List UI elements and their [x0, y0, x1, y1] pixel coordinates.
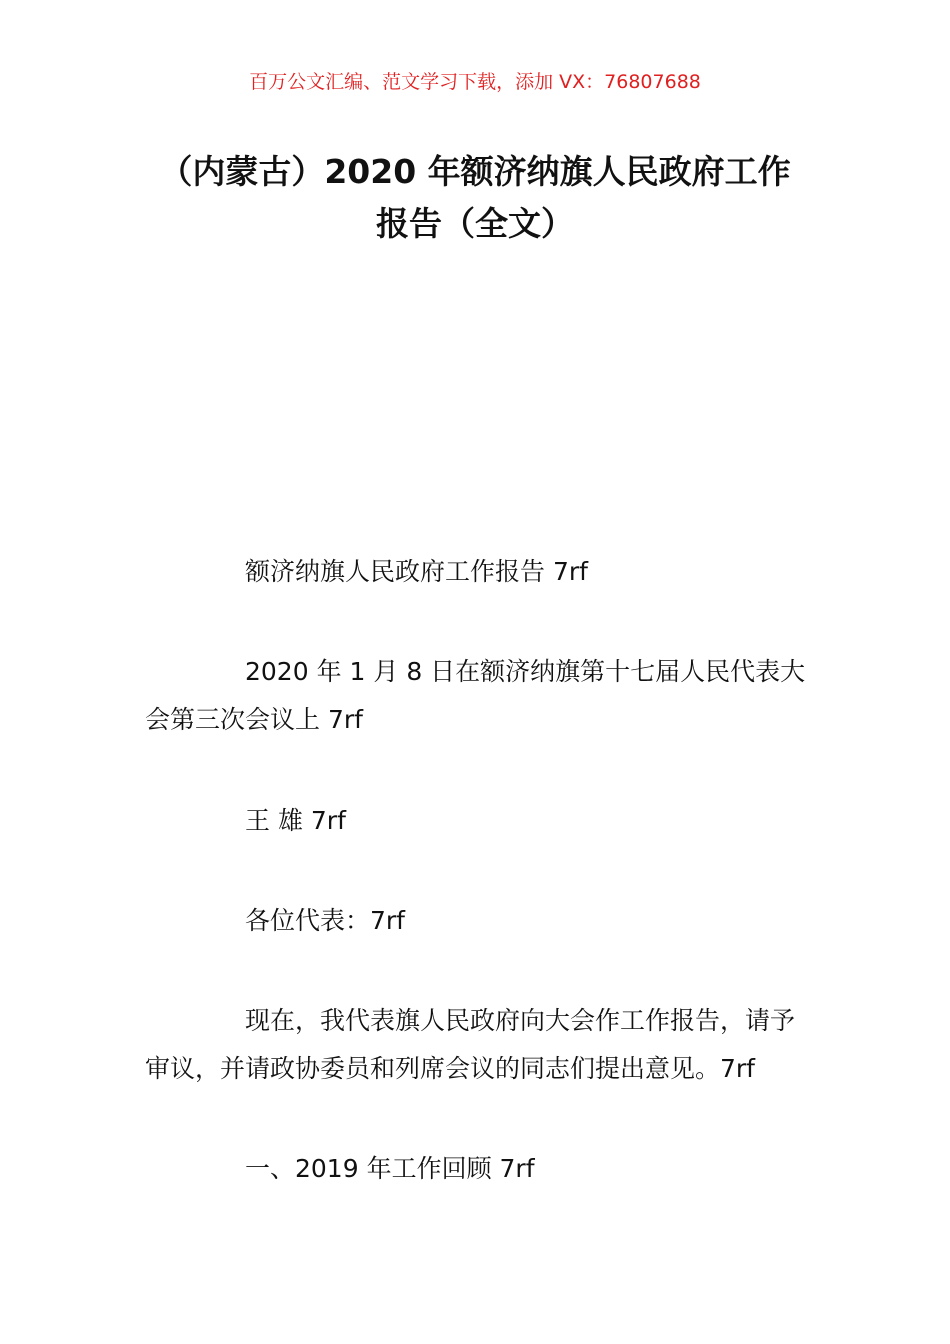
opening-paragraph: 现在，我代表旗人民政府向大会作工作报告，请予审议，并请政协委员和列席会议的同志们提出意见。7rf: [145, 1006, 796, 1083]
document-title-line-1: （内蒙古）2020 年额济纳旗人民政府工作: [159, 152, 791, 191]
speaker-name-paragraph: 王 雄 7rf: [245, 806, 346, 835]
document-title: [145, 146, 805, 250]
document-title-line-2: 报告（全文）: [376, 204, 574, 243]
header-promo-note: 百万公文汇编、范文学习下载，添加 VX：76807688: [249, 71, 701, 93]
salutation-paragraph: 各位代表：7rf: [245, 906, 405, 935]
section-heading-paragraph: 一、2019 年工作回顾 7rf: [245, 1154, 535, 1183]
report-heading-paragraph: 额济纳旗人民政府工作报告 7rf: [245, 557, 588, 586]
meeting-info-paragraph: 2020 年 1 月 8 日在额济纳旗第十七届人民代表大会第三次会议上 7rf: [145, 657, 806, 734]
